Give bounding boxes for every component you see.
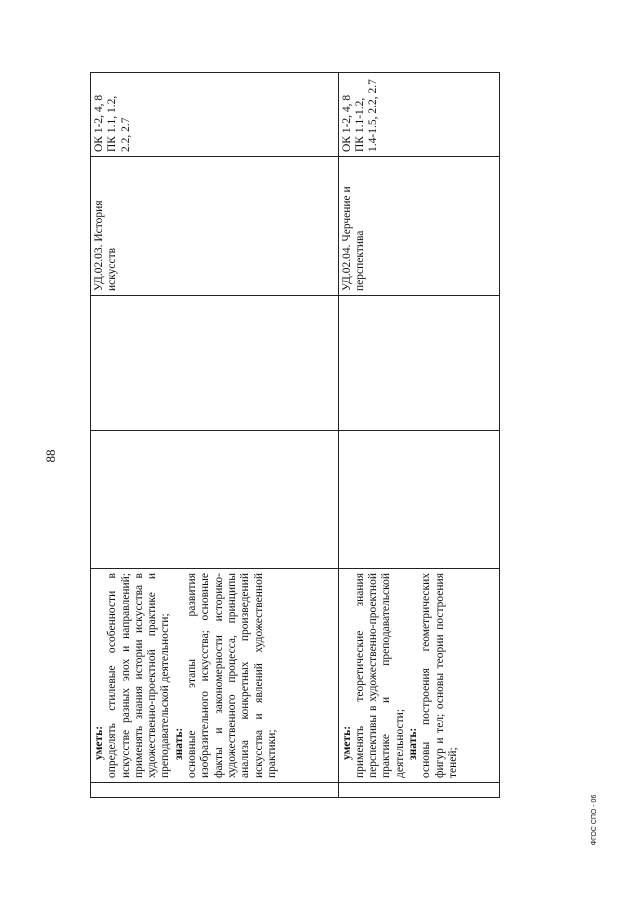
table-cell-competencies xyxy=(338,73,499,157)
skills-text: применять теоретические знания перспективы в художественно-проектной практике и преподавательской деятельности; xyxy=(353,573,406,778)
knowledge-label: знать: xyxy=(407,727,420,760)
skills-label: уметь: xyxy=(93,725,105,760)
skills-label: уметь: xyxy=(340,725,353,760)
table-cell-empty xyxy=(338,431,499,569)
competency-table xyxy=(90,72,500,798)
table-row xyxy=(338,73,499,798)
knowledge-text: основы построения геометрических фигур и тел; основы теории построения теней; xyxy=(420,573,459,778)
table-cell-empty xyxy=(91,783,339,798)
page-number: 88 xyxy=(43,449,58,463)
table-cell-competencies xyxy=(91,73,339,157)
skills-text: определять стилевые особенности в искусстве разных эпох и направлений; применять знания истории искусства в художественно-проектной практике и преподавательской деятельности; xyxy=(106,573,172,778)
table-cell-empty xyxy=(91,431,339,569)
footer-code: ФГОС СПО - 06 xyxy=(591,794,598,846)
table-cell-empty xyxy=(338,783,499,798)
table-cell-empty xyxy=(338,296,499,431)
table-cell-skills-knowledge xyxy=(338,569,499,783)
table-cell-discipline xyxy=(91,157,339,296)
knowledge-label: знать: xyxy=(172,727,185,760)
table-cell-discipline xyxy=(338,157,499,296)
discipline-text: УД.02.04. Черчение и перспектива xyxy=(340,186,366,291)
knowledge-text: основные этапы развития изобразительного искусства; основные факты и закономерности историко-художественного процесса, принципы анализа конкретных произведений искусства и явлений художественной практики; xyxy=(186,573,278,778)
table-cell-skills-knowledge xyxy=(91,569,339,783)
table-row xyxy=(91,73,339,798)
table-cell-empty xyxy=(91,296,339,431)
discipline-text: УД.02.03. История искусств xyxy=(93,200,119,291)
competency-table-rotated xyxy=(90,72,500,798)
competencies-text: ОК 1-2, 4, 8 ПК 1.1-1.2, 1.4-1.5, 2.2, 2.7 xyxy=(340,79,380,152)
competencies-text: ОК 1-2, 4, 8 ПК 1.1, 1.2, 2.2, 2.7 xyxy=(93,94,132,152)
